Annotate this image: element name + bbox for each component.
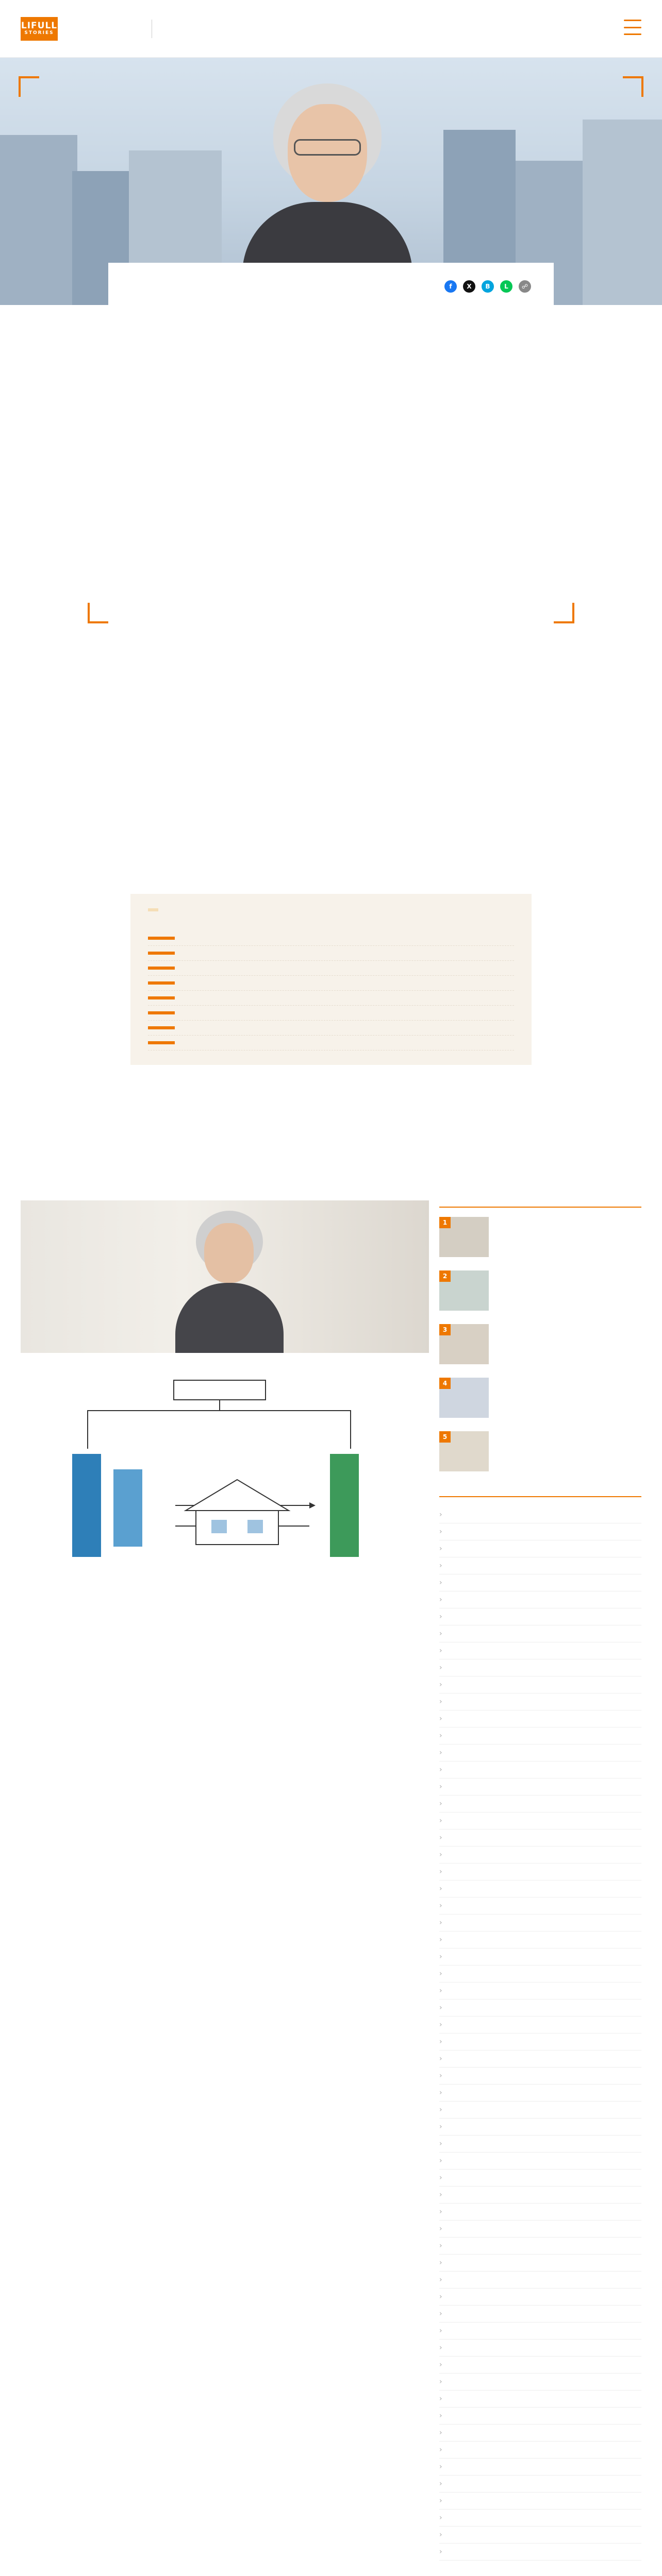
- copy-link-icon[interactable]: ☍: [519, 280, 531, 293]
- toc-item[interactable]: [148, 961, 514, 976]
- tag-link[interactable]: [439, 2527, 641, 2544]
- tag-link[interactable]: [439, 2459, 641, 2476]
- tag-link[interactable]: [439, 1693, 641, 1710]
- tag-link[interactable]: [439, 1931, 641, 1948]
- tag-link[interactable]: [439, 2289, 641, 2306]
- tag-link[interactable]: [439, 1965, 641, 1982]
- logo-main: LIFULL: [21, 20, 58, 31]
- house-icon: [175, 1475, 299, 1547]
- tag-link[interactable]: [439, 1540, 641, 1557]
- tag-link[interactable]: [439, 1948, 641, 1965]
- tag-link[interactable]: [439, 1778, 641, 1795]
- tag-link[interactable]: [439, 2153, 641, 2170]
- article-title-card: [108, 263, 554, 359]
- ranking-thumbnail: [439, 1378, 489, 1418]
- tag-link[interactable]: [439, 2272, 641, 2289]
- article-lead: [130, 665, 532, 674]
- tag-link[interactable]: [439, 1523, 641, 1540]
- ranking-number: 4: [439, 1378, 451, 1389]
- tag-link[interactable]: [439, 2187, 641, 2204]
- sidebar: [439, 1200, 641, 2576]
- site-logo[interactable]: [21, 17, 140, 41]
- toc-item-number: [148, 1011, 175, 1014]
- tag-link[interactable]: [439, 1744, 641, 1761]
- tag-link[interactable]: [439, 1829, 641, 1846]
- table-of-contents: [130, 894, 532, 1065]
- tag-link[interactable]: [439, 1506, 641, 1523]
- toc-item-number: [148, 952, 175, 955]
- hamburger-menu-icon[interactable]: [624, 20, 641, 35]
- tag-link[interactable]: [439, 2374, 641, 2391]
- ranking-number: 1: [439, 1217, 451, 1228]
- ranking-thumbnail: [439, 1270, 489, 1311]
- ranking-item[interactable]: [439, 1431, 641, 1471]
- tag-link[interactable]: [439, 2238, 641, 2255]
- line-icon[interactable]: L: [500, 280, 512, 293]
- tag-link[interactable]: [439, 1914, 641, 1931]
- ranking-item[interactable]: [439, 1217, 641, 1257]
- toc-item-number: [148, 996, 175, 999]
- frame-corner: [623, 76, 643, 97]
- site-header: [0, 0, 662, 58]
- ranking-item[interactable]: [439, 1378, 641, 1418]
- tag-link[interactable]: [439, 2306, 641, 2323]
- tag-link[interactable]: [439, 2221, 641, 2238]
- tag-link[interactable]: [439, 2340, 641, 2357]
- frame-corner: [554, 603, 574, 623]
- tag-link[interactable]: [439, 1676, 641, 1693]
- logo-small: STORIES: [24, 30, 54, 36]
- ranking-number: 2: [439, 1270, 451, 1282]
- tag-link[interactable]: [439, 2084, 641, 2102]
- toc-item-number: [148, 981, 175, 985]
- tag-link[interactable]: [439, 2476, 641, 2493]
- tags-heading: [439, 1490, 641, 1497]
- tag-link[interactable]: [439, 1846, 641, 1863]
- tag-link[interactable]: [439, 1812, 641, 1829]
- tag-link[interactable]: [439, 1710, 641, 1727]
- toc-item[interactable]: [148, 931, 514, 946]
- facebook-icon[interactable]: f: [444, 280, 457, 293]
- diagram-right-box: [330, 1454, 359, 1557]
- tag-link[interactable]: [439, 2391, 641, 2408]
- tag-link[interactable]: [439, 1761, 641, 1778]
- tag-link[interactable]: [439, 2255, 641, 2272]
- x-icon[interactable]: X: [463, 280, 475, 293]
- ranking-thumbnail: [439, 1431, 489, 1471]
- tag-link[interactable]: [439, 1727, 641, 1744]
- tag-link[interactable]: [439, 1982, 641, 1999]
- ranking-thumbnail: [439, 1217, 489, 1257]
- tag-link[interactable]: [439, 1795, 641, 1812]
- toc-item[interactable]: [148, 991, 514, 1006]
- toc-item-number: [148, 1026, 175, 1029]
- tag-link[interactable]: [439, 2067, 641, 2084]
- diagram-mid-box: [113, 1469, 142, 1547]
- tag-link[interactable]: [439, 1863, 641, 1880]
- tag-link[interactable]: [439, 1659, 641, 1676]
- interview-photo: [21, 1200, 429, 1353]
- share-bar: [438, 280, 531, 293]
- tag-link[interactable]: [439, 1574, 641, 1591]
- tag-link[interactable]: [439, 2050, 641, 2067]
- toc-item[interactable]: [148, 1036, 514, 1050]
- tag-link[interactable]: [439, 2442, 641, 2459]
- tag-link[interactable]: [439, 2544, 641, 2561]
- tag-link[interactable]: [439, 2357, 641, 2374]
- tag-link[interactable]: [439, 2119, 641, 2136]
- tag-link[interactable]: [439, 1608, 641, 1625]
- tag-link[interactable]: [439, 1897, 641, 1914]
- toc-item[interactable]: [148, 946, 514, 961]
- toc-item[interactable]: [148, 1021, 514, 1036]
- article-body: [21, 1200, 429, 1608]
- frame-corner: [88, 603, 108, 623]
- tag-link[interactable]: [439, 2102, 641, 2119]
- ranking-item[interactable]: [439, 1324, 641, 1364]
- tag-link[interactable]: [439, 1625, 641, 1642]
- hatena-icon[interactable]: B: [482, 280, 494, 293]
- tag-link[interactable]: [439, 1642, 641, 1659]
- tag-link[interactable]: [439, 2510, 641, 2527]
- tag-link[interactable]: [439, 2016, 641, 2033]
- ranking-item[interactable]: [439, 1270, 641, 1311]
- tag-link[interactable]: [439, 2136, 641, 2153]
- ranking-number: 3: [439, 1324, 451, 1335]
- tag-link[interactable]: [439, 2033, 641, 2050]
- tag-link[interactable]: [439, 2170, 641, 2187]
- tag-link[interactable]: [439, 2408, 641, 2425]
- toc-item[interactable]: [148, 1006, 514, 1021]
- toc-item-number: [148, 1041, 175, 1044]
- frame-corner: [19, 76, 39, 97]
- toc-badge: [148, 908, 158, 911]
- tag-link[interactable]: [439, 2204, 641, 2221]
- safety-net-diagram: [21, 1377, 429, 1593]
- tag-link[interactable]: [439, 1999, 641, 2016]
- toc-item-number: [148, 937, 175, 940]
- tag-link[interactable]: [439, 1591, 641, 1608]
- tag-link[interactable]: [439, 2323, 641, 2340]
- toc-item[interactable]: [148, 976, 514, 991]
- toc-item-number: [148, 967, 175, 970]
- tag-link[interactable]: [439, 1880, 641, 1897]
- ranking-thumbnail: [439, 1324, 489, 1364]
- logo-mark: [21, 17, 58, 41]
- tag-link[interactable]: [439, 2493, 641, 2510]
- tag-list: [439, 1506, 641, 2561]
- tag-link[interactable]: [439, 1557, 641, 1574]
- ranking-number: 5: [439, 1431, 451, 1443]
- diagram-left-box: [72, 1454, 101, 1557]
- ranking-heading: [439, 1200, 641, 1208]
- tag-link[interactable]: [439, 2425, 641, 2442]
